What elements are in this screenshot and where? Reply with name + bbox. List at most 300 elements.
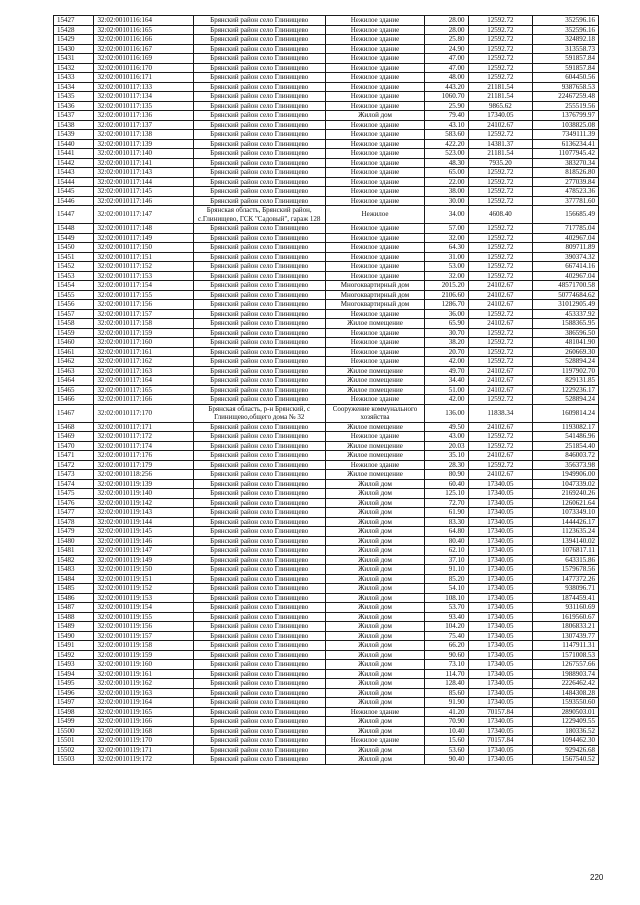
object-type-cell: Нежилое здание bbox=[325, 233, 424, 243]
cadastral-value-cell: 1094462.30 bbox=[533, 736, 599, 746]
address-cell: Брянский район село Глинищево bbox=[193, 376, 325, 386]
cadastral-value-cell: 402967.04 bbox=[533, 233, 599, 243]
cadastral-number-cell: 32:02:0010119:157 bbox=[94, 631, 193, 641]
specific-value-cell: 12592.72 bbox=[468, 262, 533, 272]
area-cell: 28.30 bbox=[425, 460, 468, 470]
specific-value-cell: 12592.72 bbox=[468, 196, 533, 206]
specific-value-cell: 4608.40 bbox=[468, 206, 533, 224]
area-cell: 65.00 bbox=[425, 168, 468, 178]
table-row bbox=[54, 698, 599, 708]
cadastral-value-cell: 156685.49 bbox=[533, 206, 599, 224]
table-row bbox=[54, 54, 599, 64]
table-row bbox=[54, 35, 599, 45]
object-type-cell: Нежилое здание bbox=[325, 395, 424, 405]
cadastral-value-cell: 277039.84 bbox=[533, 177, 599, 187]
area-cell: 38.20 bbox=[425, 338, 468, 348]
area-cell: 48.30 bbox=[425, 158, 468, 168]
row-number-cell: 15431 bbox=[54, 54, 94, 64]
cadastral-number-cell: 32:02:0010117:159 bbox=[94, 328, 193, 338]
cadastral-value-cell: 402967.04 bbox=[533, 271, 599, 281]
address-cell: Брянский район село Глинищево bbox=[193, 252, 325, 262]
object-type-cell: Жилой дом bbox=[325, 688, 424, 698]
cadastral-value-cell: 9387658.53 bbox=[533, 82, 599, 92]
specific-value-cell: 12592.72 bbox=[468, 187, 533, 197]
specific-value-cell: 14381.37 bbox=[468, 139, 533, 149]
object-type-cell: Нежилое здание bbox=[325, 25, 424, 35]
object-type-cell: Жилой дом bbox=[325, 584, 424, 594]
row-number-cell: 15447 bbox=[54, 206, 94, 224]
area-cell: 422.20 bbox=[425, 139, 468, 149]
row-number-cell: 15491 bbox=[54, 641, 94, 651]
object-type-cell: Жилой дом bbox=[325, 745, 424, 755]
table-row bbox=[54, 63, 599, 73]
specific-value-cell: 12592.72 bbox=[468, 357, 533, 367]
row-number-cell: 15434 bbox=[54, 82, 94, 92]
address-cell: Брянский район село Глинищево bbox=[193, 669, 325, 679]
specific-value-cell: 17340.05 bbox=[468, 612, 533, 622]
row-number-cell: 15484 bbox=[54, 574, 94, 584]
table-row bbox=[54, 517, 599, 527]
area-cell: 70.90 bbox=[425, 717, 468, 727]
area-cell: 48.00 bbox=[425, 73, 468, 83]
cadastral-number-cell: 32:02:0010117:149 bbox=[94, 233, 193, 243]
object-type-cell: Нежилое здание bbox=[325, 82, 424, 92]
specific-value-cell: 17340.05 bbox=[468, 755, 533, 765]
object-type-cell: Нежилое здание bbox=[325, 252, 424, 262]
address-cell: Брянский район село Глинищево bbox=[193, 290, 325, 300]
row-number-cell: 15502 bbox=[54, 745, 94, 755]
row-number-cell: 15496 bbox=[54, 688, 94, 698]
row-number-cell: 15483 bbox=[54, 565, 94, 575]
object-type-cell: Нежилое здание bbox=[325, 262, 424, 272]
specific-value-cell: 12592.72 bbox=[468, 252, 533, 262]
table-row bbox=[54, 290, 599, 300]
area-cell: 80.90 bbox=[425, 470, 468, 480]
object-type-cell: Нежилое здание bbox=[325, 309, 424, 319]
table-row bbox=[54, 319, 599, 329]
table-row bbox=[54, 139, 599, 149]
row-number-cell: 15441 bbox=[54, 149, 94, 159]
address-cell: Брянский район село Глинищево bbox=[193, 460, 325, 470]
area-cell: 32.00 bbox=[425, 233, 468, 243]
area-cell: 60.40 bbox=[425, 479, 468, 489]
area-cell: 43.00 bbox=[425, 432, 468, 442]
object-type-cell: Жилой дом bbox=[325, 593, 424, 603]
address-cell: Брянский район село Глинищево bbox=[193, 44, 325, 54]
row-number-cell: 15478 bbox=[54, 517, 94, 527]
address-cell: Брянский район село Глинищево bbox=[193, 224, 325, 234]
cadastral-number-cell: 32:02:0010117:148 bbox=[94, 224, 193, 234]
cadastral-number-cell: 32:02:0010117:147 bbox=[94, 206, 193, 224]
specific-value-cell: 12592.72 bbox=[468, 177, 533, 187]
table-row bbox=[54, 546, 599, 556]
address-cell: Брянский район село Глинищево bbox=[193, 717, 325, 727]
cadastral-value-cell: 528894.24 bbox=[533, 395, 599, 405]
address-cell: Брянский район село Глинищево bbox=[193, 338, 325, 348]
table-row bbox=[54, 73, 599, 83]
area-cell: 53.60 bbox=[425, 745, 468, 755]
specific-value-cell: 17340.05 bbox=[468, 574, 533, 584]
row-number-cell: 15500 bbox=[54, 726, 94, 736]
address-cell: Брянский район село Глинищево bbox=[193, 479, 325, 489]
address-cell: Брянский район село Глинищево bbox=[193, 82, 325, 92]
cadastral-number-cell: 32:02:0010116:164 bbox=[94, 16, 193, 26]
cadastral-value-cell: 386596.50 bbox=[533, 328, 599, 338]
area-cell: 73.10 bbox=[425, 660, 468, 670]
table-row bbox=[54, 262, 599, 272]
specific-value-cell: 12592.72 bbox=[468, 460, 533, 470]
table-row bbox=[54, 252, 599, 262]
address-cell: Брянский район село Глинищево bbox=[193, 101, 325, 111]
cadastral-value-cell: 48571700.58 bbox=[533, 281, 599, 291]
object-type-cell: Нежилое здание bbox=[325, 243, 424, 253]
cadastral-value-cell: 1567540.52 bbox=[533, 755, 599, 765]
area-cell: 85.60 bbox=[425, 688, 468, 698]
cadastral-value-cell: 1571008.53 bbox=[533, 650, 599, 660]
row-number-cell: 15469 bbox=[54, 432, 94, 442]
address-cell: Брянский район село Глинищево bbox=[193, 139, 325, 149]
cadastral-value-cell: 6136234.41 bbox=[533, 139, 599, 149]
address-cell: Брянский район село Глинищево bbox=[193, 508, 325, 518]
address-cell: Брянский район село Глинищево bbox=[193, 574, 325, 584]
table-row bbox=[54, 736, 599, 746]
address-cell: Брянский район село Глинищево bbox=[193, 698, 325, 708]
row-number-cell: 15452 bbox=[54, 262, 94, 272]
cadastral-number-cell: 32:02:0010119:156 bbox=[94, 622, 193, 632]
object-type-cell: Жилой дом bbox=[325, 679, 424, 689]
object-type-cell: Жилое помещение bbox=[325, 422, 424, 432]
table-row bbox=[54, 688, 599, 698]
cadastral-value-cell: 1073349.10 bbox=[533, 508, 599, 518]
area-cell: 91.10 bbox=[425, 565, 468, 575]
object-type-cell: Нежилое здание bbox=[325, 736, 424, 746]
specific-value-cell: 17340.05 bbox=[468, 622, 533, 632]
specific-value-cell: 17340.05 bbox=[468, 498, 533, 508]
area-cell: 108.10 bbox=[425, 593, 468, 603]
area-cell: 28.00 bbox=[425, 25, 468, 35]
cadastral-number-cell: 32:02:0010119:158 bbox=[94, 641, 193, 651]
specific-value-cell: 17340.05 bbox=[468, 555, 533, 565]
cadastral-number-cell: 32:02:0010117:172 bbox=[94, 432, 193, 442]
cadastral-number-cell: 32:02:0010117:136 bbox=[94, 111, 193, 121]
area-cell: 49.70 bbox=[425, 366, 468, 376]
area-cell: 20.03 bbox=[425, 441, 468, 451]
address-cell: Брянский район село Глинищево bbox=[193, 451, 325, 461]
table-row bbox=[54, 281, 599, 291]
address-cell: Брянский район село Глинищево bbox=[193, 726, 325, 736]
cadastral-number-cell: 32:02:0010119:154 bbox=[94, 603, 193, 613]
cadastral-number-cell: 32:02:0010117:150 bbox=[94, 243, 193, 253]
row-number-cell: 15474 bbox=[54, 479, 94, 489]
row-number-cell: 15470 bbox=[54, 441, 94, 451]
cadastral-number-cell: 32:02:0010119:147 bbox=[94, 546, 193, 556]
address-cell: Брянский район село Глинищево bbox=[193, 262, 325, 272]
object-type-cell: Нежилое здание bbox=[325, 16, 424, 26]
cadastral-number-cell: 32:02:0010119:164 bbox=[94, 698, 193, 708]
cadastral-number-cell: 32:02:0010117:140 bbox=[94, 149, 193, 159]
row-number-cell: 15456 bbox=[54, 300, 94, 310]
row-number-cell: 15471 bbox=[54, 451, 94, 461]
row-number-cell: 15443 bbox=[54, 168, 94, 178]
specific-value-cell: 17340.05 bbox=[468, 536, 533, 546]
area-cell: 64.80 bbox=[425, 527, 468, 537]
cadastral-number-cell: 32:02:0010116:165 bbox=[94, 25, 193, 35]
table-row bbox=[54, 745, 599, 755]
cadastral-number-cell: 32:02:0010117:179 bbox=[94, 460, 193, 470]
address-cell: Брянский район село Глинищево bbox=[193, 565, 325, 575]
address-cell: Брянский район село Глинищево bbox=[193, 422, 325, 432]
table-row bbox=[54, 441, 599, 451]
object-type-cell: Нежилое здание bbox=[325, 196, 424, 206]
row-number-cell: 15432 bbox=[54, 63, 94, 73]
row-number-cell: 15464 bbox=[54, 376, 94, 386]
cadastral-value-cell: 11077945.42 bbox=[533, 149, 599, 159]
area-cell: 57.00 bbox=[425, 224, 468, 234]
cadastral-value-cell: 1949906.00 bbox=[533, 470, 599, 480]
address-cell: Брянский район село Глинищево bbox=[193, 300, 325, 310]
row-number-cell: 15498 bbox=[54, 707, 94, 717]
cadastral-number-cell: 32:02:0010119:144 bbox=[94, 517, 193, 527]
cadastral-value-cell: 1444426.17 bbox=[533, 517, 599, 527]
area-cell: 35.10 bbox=[425, 451, 468, 461]
cadastral-number-cell: 32:02:0010117:135 bbox=[94, 101, 193, 111]
object-type-cell: Жилое помещение bbox=[325, 451, 424, 461]
cadastral-number-cell: 32:02:0010117:138 bbox=[94, 130, 193, 140]
cadastral-number-cell: 32:02:0010117:171 bbox=[94, 422, 193, 432]
area-cell: 30.00 bbox=[425, 196, 468, 206]
cadastral-number-cell: 32:02:0010116:170 bbox=[94, 63, 193, 73]
table-row bbox=[54, 271, 599, 281]
specific-value-cell: 17340.05 bbox=[468, 603, 533, 613]
table-row bbox=[54, 385, 599, 395]
object-type-cell: Жилое помещение bbox=[325, 470, 424, 480]
specific-value-cell: 24102.67 bbox=[468, 422, 533, 432]
area-cell: 114.70 bbox=[425, 669, 468, 679]
row-number-cell: 15468 bbox=[54, 422, 94, 432]
row-number-cell: 15436 bbox=[54, 101, 94, 111]
area-cell: 85.20 bbox=[425, 574, 468, 584]
address-cell: Брянский район село Глинищево bbox=[193, 536, 325, 546]
specific-value-cell: 12592.72 bbox=[468, 309, 533, 319]
table-row bbox=[54, 357, 599, 367]
cadastral-value-cell: 377781.60 bbox=[533, 196, 599, 206]
cadastral-value-cell: 1477372.26 bbox=[533, 574, 599, 584]
area-cell: 10.40 bbox=[425, 726, 468, 736]
row-number-cell: 15477 bbox=[54, 508, 94, 518]
cadastral-number-cell: 32:02:0010117:145 bbox=[94, 187, 193, 197]
address-cell: Брянский район село Глинищево bbox=[193, 546, 325, 556]
row-number-cell: 15448 bbox=[54, 224, 94, 234]
area-cell: 125.10 bbox=[425, 489, 468, 499]
area-cell: 38.00 bbox=[425, 187, 468, 197]
row-number-cell: 15430 bbox=[54, 44, 94, 54]
area-cell: 24.90 bbox=[425, 44, 468, 54]
row-number-cell: 15501 bbox=[54, 736, 94, 746]
cadastral-value-cell: 22467259.48 bbox=[533, 92, 599, 102]
table-row bbox=[54, 338, 599, 348]
address-cell: Брянский район село Глинищево bbox=[193, 688, 325, 698]
table-row bbox=[54, 460, 599, 470]
specific-value-cell: 70157.84 bbox=[468, 736, 533, 746]
cadastral-number-cell: 32:02:0010119:146 bbox=[94, 536, 193, 546]
cadastral-value-cell: 7349111.39 bbox=[533, 130, 599, 140]
cadastral-number-cell: 32:02:0010117:143 bbox=[94, 168, 193, 178]
row-number-cell: 15461 bbox=[54, 347, 94, 357]
table-row bbox=[54, 536, 599, 546]
object-type-cell: Жилой дом bbox=[325, 669, 424, 679]
specific-value-cell: 17340.05 bbox=[468, 698, 533, 708]
object-type-cell: Нежилое здание bbox=[325, 347, 424, 357]
area-cell: 47.00 bbox=[425, 63, 468, 73]
cadastral-number-cell: 32:02:0010116:171 bbox=[94, 73, 193, 83]
cadastral-value-cell: 591857.84 bbox=[533, 63, 599, 73]
cadastral-value-cell: 251854.40 bbox=[533, 441, 599, 451]
row-number-cell: 15435 bbox=[54, 92, 94, 102]
table-row bbox=[54, 347, 599, 357]
table-row bbox=[54, 196, 599, 206]
table-row bbox=[54, 243, 599, 253]
row-number-cell: 15465 bbox=[54, 385, 94, 395]
row-number-cell: 15433 bbox=[54, 73, 94, 83]
specific-value-cell: 17340.05 bbox=[468, 745, 533, 755]
object-type-cell: Нежилое здание bbox=[325, 187, 424, 197]
cadastral-value-cell: 356373.98 bbox=[533, 460, 599, 470]
table-row bbox=[54, 404, 599, 422]
address-cell: Брянский район село Глинищево bbox=[193, 622, 325, 632]
table-row bbox=[54, 669, 599, 679]
area-cell: 66.20 bbox=[425, 641, 468, 651]
cadastral-number-cell: 32:02:0010119:166 bbox=[94, 717, 193, 727]
cadastral-number-cell: 32:02:0010119:170 bbox=[94, 736, 193, 746]
address-cell: Брянский район село Глинищево bbox=[193, 593, 325, 603]
table-row bbox=[54, 650, 599, 660]
address-cell: Брянский район село Глинищево bbox=[193, 73, 325, 83]
cadastral-value-cell: 717785.04 bbox=[533, 224, 599, 234]
area-cell: 31.00 bbox=[425, 252, 468, 262]
area-cell: 91.90 bbox=[425, 698, 468, 708]
address-cell: Брянский район село Глинищево bbox=[193, 641, 325, 651]
specific-value-cell: 24102.67 bbox=[468, 300, 533, 310]
specific-value-cell: 12592.72 bbox=[468, 271, 533, 281]
object-type-cell: Жилой дом bbox=[325, 536, 424, 546]
object-type-cell: Многоквартирный дом bbox=[325, 290, 424, 300]
cadastral-value-cell: 1988903.74 bbox=[533, 669, 599, 679]
row-number-cell: 15503 bbox=[54, 755, 94, 765]
object-type-cell: Нежилое здание bbox=[325, 328, 424, 338]
area-cell: 37.10 bbox=[425, 555, 468, 565]
row-number-cell: 15488 bbox=[54, 612, 94, 622]
cadastral-number-cell: 32:02:0010117:161 bbox=[94, 347, 193, 357]
cadastral-number-cell: 32:02:0010119:171 bbox=[94, 745, 193, 755]
area-cell: 2015.20 bbox=[425, 281, 468, 291]
row-number-cell: 15473 bbox=[54, 470, 94, 480]
cadastral-value-cell: 829131.85 bbox=[533, 376, 599, 386]
address-cell: Брянский район село Глинищево bbox=[193, 347, 325, 357]
address-cell: Брянский район село Глинищево bbox=[193, 309, 325, 319]
row-number-cell: 15487 bbox=[54, 603, 94, 613]
cadastral-value-cell: 1484308.28 bbox=[533, 688, 599, 698]
row-number-cell: 15458 bbox=[54, 319, 94, 329]
area-cell: 54.10 bbox=[425, 584, 468, 594]
area-cell: 51.00 bbox=[425, 385, 468, 395]
address-cell: Брянский район село Глинищево bbox=[193, 631, 325, 641]
cadastral-number-cell: 32:02:0010119:160 bbox=[94, 660, 193, 670]
address-cell: Брянский район село Глинищево bbox=[193, 584, 325, 594]
area-cell: 32.00 bbox=[425, 271, 468, 281]
table-row bbox=[54, 717, 599, 727]
cadastral-number-cell: 32:02:0010119:153 bbox=[94, 593, 193, 603]
address-cell: Брянский район село Глинищево bbox=[193, 366, 325, 376]
address-cell: Брянский район село Глинищево bbox=[193, 187, 325, 197]
address-cell: Брянский район село Глинищево bbox=[193, 130, 325, 140]
row-number-cell: 15438 bbox=[54, 120, 94, 130]
object-type-cell: Нежилое здание bbox=[325, 158, 424, 168]
table-row bbox=[54, 422, 599, 432]
object-type-cell: Жилой дом bbox=[325, 603, 424, 613]
specific-value-cell: 70157.84 bbox=[468, 707, 533, 717]
specific-value-cell: 12592.72 bbox=[468, 441, 533, 451]
specific-value-cell: 17340.05 bbox=[468, 565, 533, 575]
specific-value-cell: 7935.20 bbox=[468, 158, 533, 168]
cadastral-number-cell: 32:02:0010117:133 bbox=[94, 82, 193, 92]
table-row bbox=[54, 479, 599, 489]
area-cell: 583.60 bbox=[425, 130, 468, 140]
area-cell: 62.10 bbox=[425, 546, 468, 556]
object-type-cell: Жилой дом bbox=[325, 489, 424, 499]
specific-value-cell: 21181.54 bbox=[468, 149, 533, 159]
specific-value-cell: 12592.72 bbox=[468, 35, 533, 45]
specific-value-cell: 17340.05 bbox=[468, 546, 533, 556]
row-number-cell: 15475 bbox=[54, 489, 94, 499]
cadastral-value-cell: 1197902.70 bbox=[533, 366, 599, 376]
table-row bbox=[54, 432, 599, 442]
cadastral-value-cell: 938096.71 bbox=[533, 584, 599, 594]
cadastral-number-cell: 32:02:0010119:161 bbox=[94, 669, 193, 679]
specific-value-cell: 17340.05 bbox=[468, 584, 533, 594]
cadastral-value-cell: 1376799.97 bbox=[533, 111, 599, 121]
object-type-cell: Жилой дом bbox=[325, 546, 424, 556]
object-type-cell: Жилой дом bbox=[325, 641, 424, 651]
cadastral-number-cell: 32:02:0010117:160 bbox=[94, 338, 193, 348]
cadastral-number-cell: 32:02:0010119:142 bbox=[94, 498, 193, 508]
object-type-cell: Жилой дом bbox=[325, 508, 424, 518]
specific-value-cell: 24102.67 bbox=[468, 319, 533, 329]
specific-value-cell: 24102.67 bbox=[468, 366, 533, 376]
cadastral-number-cell: 32:02:0010117:157 bbox=[94, 309, 193, 319]
specific-value-cell: 12592.72 bbox=[468, 243, 533, 253]
table-body bbox=[54, 16, 599, 765]
cadastral-value-cell: 352596.16 bbox=[533, 16, 599, 26]
table-row bbox=[54, 451, 599, 461]
cadastral-value-cell: 591857.84 bbox=[533, 54, 599, 64]
specific-value-cell: 12592.72 bbox=[468, 347, 533, 357]
area-cell: 104.20 bbox=[425, 622, 468, 632]
row-number-cell: 15442 bbox=[54, 158, 94, 168]
specific-value-cell: 17340.05 bbox=[468, 688, 533, 698]
object-type-cell: Нежилое здание bbox=[325, 357, 424, 367]
table-row bbox=[54, 187, 599, 197]
area-cell: 75.40 bbox=[425, 631, 468, 641]
cadastral-number-cell: 32:02:0010119:149 bbox=[94, 555, 193, 565]
cadastral-number-cell: 32:02:0010117:139 bbox=[94, 139, 193, 149]
area-cell: 15.60 bbox=[425, 736, 468, 746]
cadastral-number-cell: 32:02:0010117:156 bbox=[94, 300, 193, 310]
table-row bbox=[54, 376, 599, 386]
cadastral-number-cell: 32:02:0010119:145 bbox=[94, 527, 193, 537]
cadastral-value-cell: 667414.16 bbox=[533, 262, 599, 272]
table-row bbox=[54, 233, 599, 243]
table-row bbox=[54, 300, 599, 310]
